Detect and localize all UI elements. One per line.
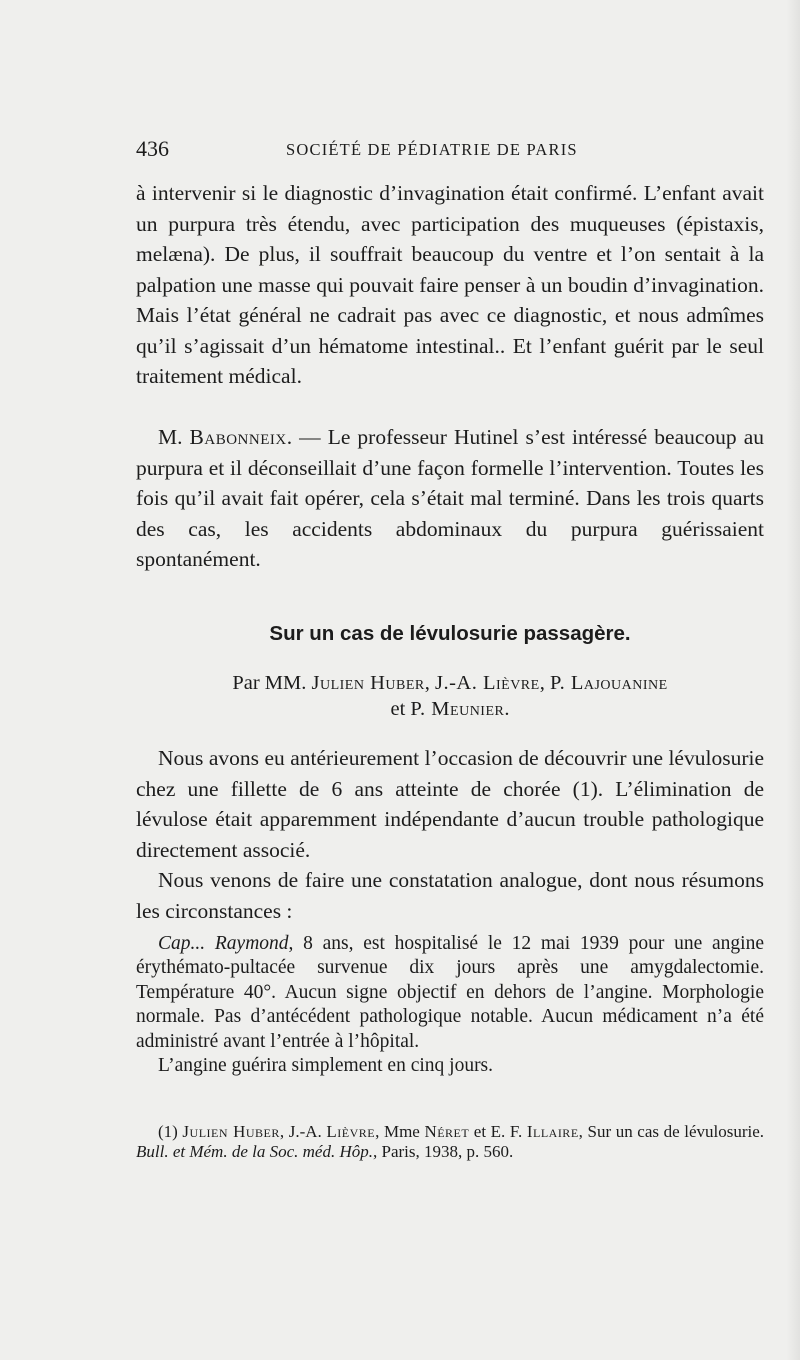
authors-and: et [390, 698, 411, 720]
case-report-line-2: L’angine guérira simplement en cinq jours. [158, 1055, 494, 1077]
case-report-paragraph [136, 932, 764, 1054]
continued-paragraph-text: à intervenir si le diagnostic d’invagination était confirmé. L’enfant avait un purpura très étendu, avec participation des muqueuses (épistaxis, melæna). De plus, il souffrait beaucoup du ventre et l’on sentait à la palpation une masse qui pouvait faire penser à un boudin d’invagination. Mais l’état général ne cadrait pas avec ce diagnostic, et nous admîmes qu’il s’agissait d’un hématome intestinal.. Et l’enfant guérit par le seul traitement médical. [136, 181, 764, 388]
fn-author-lievre: Lièvre [326, 1122, 376, 1141]
authors-line-2 [136, 696, 764, 722]
speaker-name: Babonneix [189, 425, 287, 449]
authors-line-1 [136, 670, 764, 696]
author-lievre: J.-A. Lièvre [434, 672, 540, 694]
running-head: SOCIÉTÉ DE PÉDIATRIE DE PARIS [286, 140, 578, 159]
article-title: Sur un cas de lévulosurie passagère. [269, 622, 631, 645]
author-huber: Julien Huber [311, 672, 425, 694]
authors-end: . [504, 698, 510, 720]
fn-journal: Bull. et Mém. de la Soc. méd. Hôp. [136, 1142, 373, 1161]
continued-paragraph [136, 178, 764, 392]
fn-tail: , Paris, 1938, p. 560. [373, 1142, 514, 1161]
author-lajouanine: P. Lajouanine [549, 672, 668, 694]
article-body [136, 743, 764, 926]
fn-author-illaire: Illaire [526, 1122, 579, 1141]
babonneix-paragraph [136, 422, 764, 575]
author-meunier: P. Meunier [410, 698, 505, 720]
babonneix-remark [136, 422, 764, 575]
page-header [136, 136, 764, 166]
fn-sep-2: , Mme [375, 1122, 425, 1141]
case-text: , 8 ans, est hospitalisé le 12 mai 1939 pour une angine érythémato-pultacée survenue dix jours après une amygdalectomie. Température 40°. Aucun signe objectif en dehors de l’angine. Morphologie normale. Pas d’antécédent pathologique notable. Aucun médicament n’a été administré avant l’entrée à l’hôpital. [136, 933, 764, 1052]
article-paragraph-2: Nous venons de faire une constatation analogue, dont nous résumons les circonstances : [136, 868, 764, 923]
fn-author-neret: Néret [424, 1122, 470, 1141]
babonneix-text: . — Le professeur Hutinel s’est intéressé beaucoup au purpura et il déconseillait d’une façon formelle l’intervention. Toutes les fois qu’il avait fait opérer, cela s’était mal terminé. Dans les trois quarts des cas, les accidents abdominaux du purpura guérissaient spontanément. [136, 425, 764, 571]
page-number: 436 [136, 136, 169, 161]
footnote-mark: (1) [158, 1122, 183, 1141]
article-authors [136, 670, 764, 722]
article-paragraph-1: Nous avons eu antérieurement l’occasion de découvrir une lévulosurie chez une fillette de 6 ans atteinte de chorée (1). L’élimination de lévulose était apparemment indépendante d’aucun trouble pathologique directement associé. [136, 746, 764, 862]
fn-sep-3: et E. F. [469, 1122, 527, 1141]
fn-sep-1: , J.-A. [279, 1122, 327, 1141]
footnote [136, 1122, 764, 1162]
authors-by: Par MM. [232, 672, 312, 694]
speaker-prefix: M. [158, 425, 190, 449]
page-gutter-shadow [786, 0, 800, 1360]
footnote-text [136, 1122, 764, 1162]
fn-title: , Sur un cas de lévulosurie. [578, 1122, 765, 1141]
sep-1: , [424, 672, 435, 694]
sep-2: , [539, 672, 550, 694]
fn-author-huber: Julien Huber [182, 1122, 280, 1141]
case-name: Cap... Raymond [158, 933, 289, 954]
case-report [136, 932, 764, 1078]
